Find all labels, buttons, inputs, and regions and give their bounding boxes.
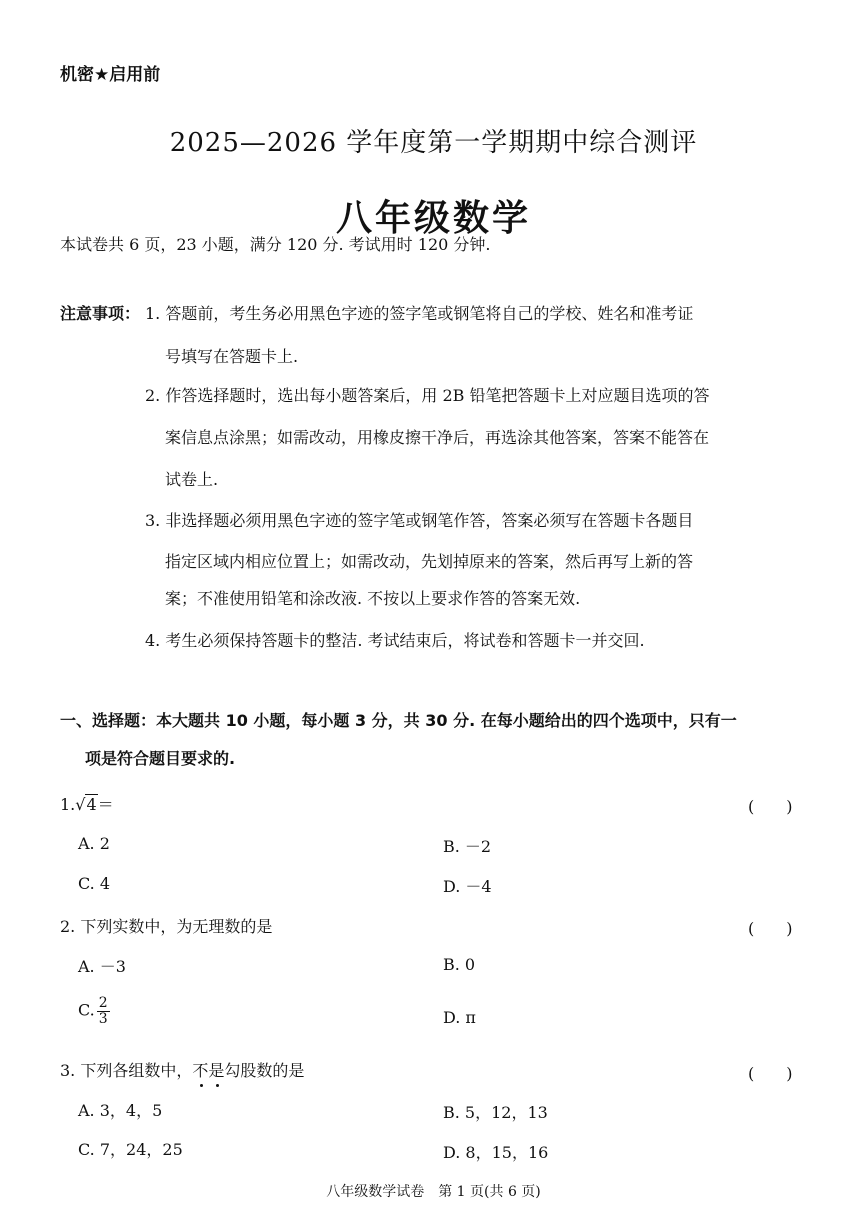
- note-line: 试卷上.: [165, 470, 219, 489]
- radicand: 4: [86, 795, 97, 814]
- option-c: C. 7，24，25: [78, 1140, 183, 1159]
- exam-summary: 本试卷共 6 页，23 小题，满分 120 分. 考试用时 120 分钟.: [60, 235, 491, 254]
- option-d: D. －4: [443, 877, 492, 896]
- option-c: C. 4: [78, 874, 111, 893]
- confidential-label: 机密★启用前: [60, 65, 161, 85]
- question-text: 3. 下列各组数中，: [60, 1061, 193, 1080]
- question-3: [60, 1058, 304, 1081]
- emphasis-char: 是: [208, 1058, 224, 1081]
- exam-title: 2025—2026 学年度第一学期期中综合测评: [169, 128, 698, 158]
- note-line: 号填写在答题卡上.: [165, 347, 299, 366]
- note-line: 4. 考生必须保持答题卡的整洁. 考试结束后，将试卷和答题卡一并交回.: [145, 631, 645, 650]
- notes-label: 注意事项：: [60, 304, 141, 323]
- option-d: D. 8，15，16: [443, 1143, 549, 1162]
- option-a: A. 2: [78, 834, 110, 853]
- fraction-denominator: 3: [98, 1010, 108, 1027]
- option-b: B. 5，12，13: [443, 1103, 548, 1122]
- square-root: √4: [75, 795, 97, 814]
- note-line: 案；不准使用铅笔和涂改液. 不按以上要求作答的答案无效.: [165, 589, 581, 608]
- note-line: 2. 作答选择题时，选出每小题答案后，用 2B 铅笔把答题卡上对应题目选项的答: [145, 386, 710, 405]
- note-line: 3. 非选择题必须用黑色字迹的签字笔或钢笔作答，答案必须写在答题卡各题目: [145, 511, 694, 530]
- emphasis-char: 不: [192, 1058, 208, 1081]
- option-b: B. －2: [443, 837, 492, 856]
- option-d: D. π: [443, 1008, 476, 1027]
- note-line: 案信息点涂黑；如需改动，用橡皮擦干净后，再选涂其他答案，答案不能答在: [165, 428, 710, 447]
- answer-paren: ( ): [748, 919, 793, 938]
- question-number: 1.: [60, 795, 76, 814]
- answer-paren: ( ): [748, 797, 793, 816]
- question-2: 2. 下列实数中，为无理数的是: [60, 917, 273, 936]
- option-c-prefix: C.: [78, 1000, 95, 1020]
- equals-sign: ＝: [97, 795, 114, 814]
- fraction-numerator: 2: [98, 995, 108, 1011]
- section-heading-cont: 项是符合题目要求的.: [85, 749, 236, 768]
- option-a: A. 3，4，5: [78, 1101, 163, 1120]
- section-heading: 一、选择题：本大题共 10 小题，每小题 3 分，共 30 分. 在每小题给出的四个选项中，只有一: [60, 711, 737, 730]
- question-1: [60, 792, 114, 815]
- page-footer: 八年级数学试卷 第 1 页(共 6 页): [326, 1184, 541, 1200]
- note-line: 1. 答题前，考生务必用黑色字迹的签字笔或钢笔将自己的学校、姓名和准考证: [145, 304, 694, 323]
- fraction: [97, 996, 110, 1026]
- option-b: B. 0: [443, 955, 476, 974]
- answer-paren: ( ): [748, 1064, 793, 1083]
- question-text-end: 勾股数的是: [224, 1061, 305, 1080]
- note-line: 指定区域内相应位置上；如需改动，先划掉原来的答案，然后再写上新的答: [165, 552, 694, 571]
- exam-subject: 八年级数学: [335, 198, 531, 239]
- option-a: A. －3: [78, 957, 126, 976]
- option-c: [78, 996, 110, 1026]
